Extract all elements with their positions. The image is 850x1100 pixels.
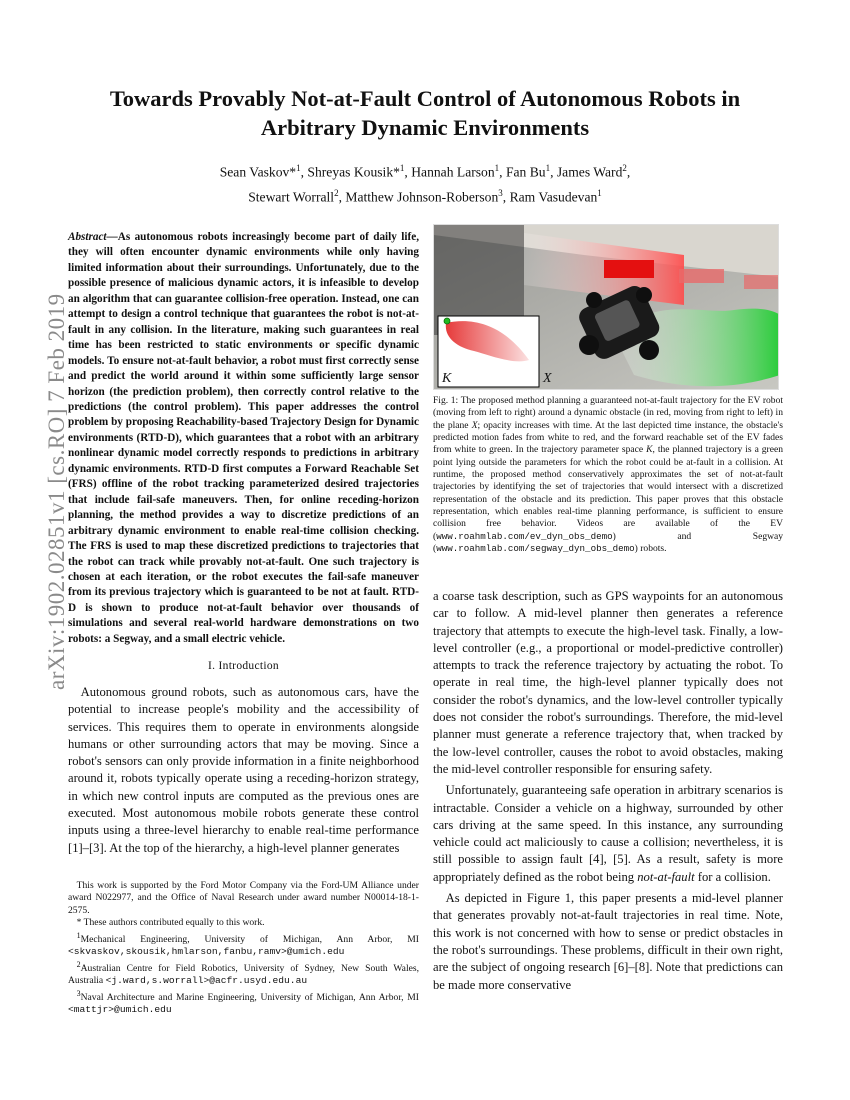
footnote-affiliation-1: $^1$Mechanical Engineering, University of Michigan, Ann Arbor, MI <skvaskov,skousik,hmlarson,fanbu,ramv>@umich.edu — [68, 930, 419, 958]
intro-left-column — [68, 684, 419, 861]
footnote-equal: * These authors contributed equally to this work. — [76, 917, 265, 929]
author-line-2: Stewart Worrall$^2$, Matthew Johnson-Roberson$^3$, Ram Vasudevan$^1$ — [248, 187, 602, 205]
intro-right-column — [433, 588, 783, 998]
author: Matthew Johnson-Roberson — [345, 189, 499, 205]
abstract-label: Abstract — [68, 231, 107, 243]
section-heading-introduction: I. Introduction — [208, 660, 279, 672]
intro-paragraph: a coarse task description, such as GPS waypoints for an autonomous car to follow. A mid-level planner then generates a reference trajectory that attempts to execute the high-level task. Finally, a low-level controller (e.g., a proportional or model-predictive controller) attempts to track the reference trajectory by actuating the robot. To operate in real time, the high-level planner typically does not consider the robot's dynamics, and the low-level controller typically does not consider the robot's surroundings. Therefore, the mid-level planner must generate a reference trajectory that, when tracked by the low-level controller, causes the robot to avoid obstacles, making the mid-level controller responsible for ensuring safety. — [433, 589, 783, 776]
title-line-2: Arbitrary Dynamic Environments — [260, 115, 590, 140]
abstract: Abstract—As autonomous robots increasingly become part of daily life, they will often encounter dynamic environments while only having limited information about their surroundings. Unfortunately, due to the possible presence of malicious dynamic actors, it is infeasible to develop an algorithm that can guarantee collision-free operation. Instead, one can attempt to design a control technique that guarantees the robot is not-at-fault in any collision. In the literature, making such guarantees in real time has been restricted to static environments or specific dynamic models. To ensure not-at-fault behavior, a robot must first correctly sense and predict the world around it within some sufficiently large sensor horizon (the prediction problem), then correctly control relative to the predictions (the control problem). This paper addresses the control problem by proposing Reachability-based Trajectory Design for Dynamic environments (RTD-D), which guarantees that a robot with an arbitrary nonlinear dynamic model correctly responds to predictions in arbitrary dynamic environments. RTD-D first computes a Forward Reachable Set (FRS) offline of the robot tracking parameterized desired trajectories that include fail-safe maneuvers. Then, for online receding-horizon planning, the method provides a way to discretize predictions of an arbitrary dynamic environment to enable real-time collision checking. The FRS is used to map these discretized predictions to trajectories that the robot can track while provably not-at-fault. One such trajectory is chosen at each iteration, or the robot executes the fail-safe maneuver from its previous trajectory which is guaranteed to be not at fault. RTD-D is shown to produce not-at-fault behavior over thousands of simulations and several real-world hardware demonstrations on two robots: a Segway, and a small electric vehicle. — [68, 231, 419, 645]
arxiv-sidebar — [0, 0, 70, 1100]
paper-title — [70, 84, 780, 142]
obstacle-trail-2 — [744, 275, 779, 289]
author-line-1: Sean Vaskov*$^1$, Shreyas Kousik*$^1$, Hannah Larson$^1$, Fan Bu$^1$, James Ward$^2$, — [219, 163, 631, 180]
author: James Ward — [556, 164, 623, 180]
ev-video-link[interactable]: www.roahmlab.com/ev_dyn_obs_demo — [436, 530, 613, 542]
intro-paragraph: As depicted in Figure 1, this paper presents a mid-level planner that generates provably not-at-fault trajectories in real time. Note, this work is not concerned with how to sense or predict obstacles in the robot's surroundings. These problems, difficult in their own right, are the subject of ongoing research [6]–[8]. Note that predictions can be made more conservative — [433, 891, 783, 992]
author: Shreyas Kousik* — [307, 164, 400, 180]
ev-robot — [576, 283, 663, 362]
footnote-affiliation-3: $^3$Naval Architecture and Marine Engineering, University of Michigan, Ann Arbor, MI <mattjr>@umich.edu — [68, 988, 419, 1016]
obstacle-rectangle — [604, 260, 654, 278]
author: Sean Vaskov* — [219, 164, 297, 180]
segway-video-link[interactable]: www.roahmlab.com/segway_dyn_obs_demo — [436, 543, 635, 555]
title-line-1: Towards Provably Not-at-Fault Control of Autonomous Robots in — [109, 86, 741, 111]
footnotes — [68, 880, 419, 1017]
abstract-text: As autonomous robots increasingly become part of daily life, they will often encounter dynamic environments while only having limited information about their surroundings. Unfortunately, due to the possible presence of malicious dynamic actors, it is infeasible to develop an algorithm that can guarantee collision-free operation. Instead, one can attempt to design a control technique that guarantees the robot is not-at-fault in any collision. In the literature, making such guarantees in real time has been restricted to static environments or specific dynamic models. To ensure not-at-fault behavior, a robot must first correctly sense and predict the world around it within some sufficiently large sensor horizon (the prediction problem), then correctly control relative to the predictions (the control problem). This paper addresses the control problem by proposing Reachability-based Trajectory Design for Dynamic environments (RTD-D), which guarantees that a robot with an arbitrary nonlinear dynamic model correctly responds to predictions in arbitrary dynamic environments. RTD-D first computes a Forward Reachable Set (FRS) offline of the robot tracking parameterized desired trajectories that include fail-safe maneuvers. Then, for online receding-horizon planning, the method provides a way to discretize predictions of an arbitrary dynamic environment to enable real-time collision checking. The FRS is used to map these discretized predictions to trajectories that the robot can track while provably not-at-fault. One such trajectory is chosen at each iteration, or the robot executes the fail-safe maneuver from its previous trajectory which is guaranteed to be not at fault. RTD-D is shown to produce not-at-fault behavior over thousands of simulations and several real-world hardware demonstrations on two robots: a Segway, and a small electric vehicle. — [68, 231, 419, 645]
footnote-support: This work is supported by the Ford Motor Company via the Ford-UM Alliance under award N022977, and the Office of Naval Research under award number N00014-18-1-2575. — [68, 880, 419, 916]
author: Fan Bu — [505, 164, 546, 180]
obstacle-trail-1 — [679, 269, 724, 283]
author-list — [70, 158, 780, 207]
footnote-affiliation-2: $^2$Australian Centre for Field Robotics, University of Sydney, New South Wales, Australia <j.ward,s.worrall>@acfr.usyd.edu.au — [68, 959, 419, 987]
k-parameter-inset — [438, 316, 539, 387]
author: Stewart Worrall — [248, 189, 335, 205]
intro-paragraph: Autonomous ground robots, such as autonomous cars, have the potential to increase people's mobility and the accessibility of services. This requires them to operate in environments alongside humans or other surrounding actors that may be moving. Since a robot's sensors can only provide information in a finite neighborhood around it, robots typically operate using a receding-horizon strategy, in which new control inputs are computed as the previous ones are executed. Most autonomous mobile robots generate these control inputs using a three-level hierarchy to enable real-time performance [1]–[3]. At the top of the hierarchy, a high-level planner generates — [68, 685, 419, 855]
k-space-label: K — [442, 371, 452, 386]
author: Hannah Larson — [411, 164, 495, 180]
figure-1-image — [434, 225, 779, 390]
author: Ram Vasudevan — [509, 189, 598, 205]
arxiv-identifier: arXiv:1902.02851v1 [cs.RO] 7 Feb 2019 — [44, 293, 69, 690]
figure-1-caption: Fig. 1: The proposed method planning a guaranteed not-at-fault trajectory for the EV robot (moving from left to right) around a dynamic obstacle (in red, moving from right to left) in the plane X; opacity increases with time. At the last depicted time instance, the obstacle's predicted motion fades from white to red, and the forward reachable set of the EV fades from white to green. In the trajectory parameter space K, the planned trajectory is a green point lying outside the parameters for which the robot could be at-fault in a collision. At runtime, the proposed method conservatively approximates the set of not-at-fault trajectories by identifying the set of trajectories that would intersect with a discretized representation of the obstacle and its prediction. This paper proves that this obstacle representation, which enables real-time planning performance, is sufficient to ensure collision free behavior. Videos are available of the EV (www.roahmlab.com/ev_dyn_obs_demo) and Segway (www.roahmlab.com/segway_dyn_obs_demo) robots. — [433, 395, 783, 555]
x-space-label: X — [543, 371, 552, 386]
figure-1 — [433, 224, 779, 390]
intro-paragraph: Unfortunately, guaranteeing safe operation in arbitrary scenarios is intractable. Consider a vehicle on a highway, surrounded by other cars driving at the same speed. In this instance, any surrounding vehicle could act maliciously to cause a collision; nevertheless, it is still possible to assign fault [4], [5]. As a result, safety is more appropriately defined as the robot being not-at-fault for a collision. — [433, 783, 783, 884]
